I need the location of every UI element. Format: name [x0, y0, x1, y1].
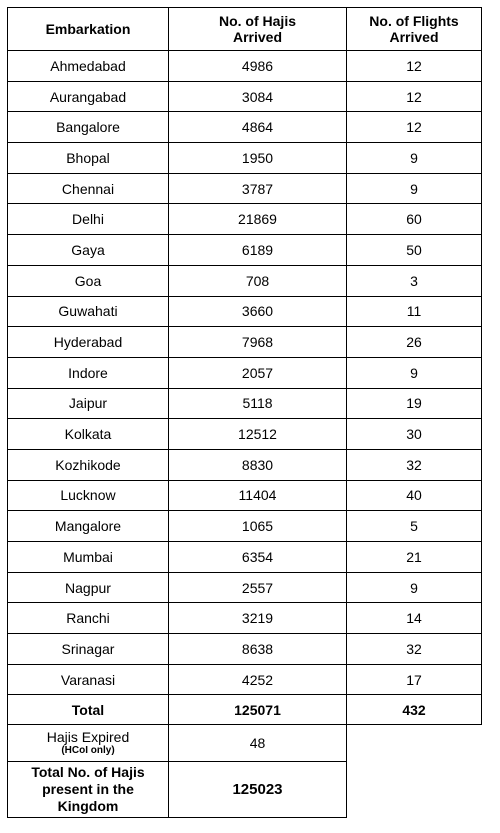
hajis-arrived-cell: 1065	[169, 511, 347, 542]
embarkation-cell: Nagpur	[8, 572, 169, 603]
embarkation-cell: Ahmedabad	[8, 51, 169, 82]
table-row	[8, 265, 482, 296]
embarkation-cell: Guwahati	[8, 296, 169, 327]
flights-arrived-cell: 12	[347, 51, 482, 82]
total-hajis: 125071	[169, 695, 347, 725]
embarkation-cell: Chennai	[8, 173, 169, 204]
embarkation-cell: Aurangabad	[8, 81, 169, 112]
embarkation-cell: Srinagar	[8, 634, 169, 665]
hajis-expired-label: Hajis Expired	[46, 729, 130, 746]
hajis-arrived-cell: 6354	[169, 542, 347, 573]
flights-arrived-cell: 9	[347, 143, 482, 174]
table-row	[8, 327, 482, 358]
flights-arrived-cell: 30	[347, 419, 482, 450]
hajis-arrived-cell: 4864	[169, 112, 347, 143]
total-label: Total	[8, 695, 169, 725]
flights-arrived-cell: 12	[347, 112, 482, 143]
flights-arrived-cell: 17	[347, 664, 482, 695]
table-row	[8, 357, 482, 388]
embarkation-cell: Indore	[8, 357, 169, 388]
table-row	[8, 419, 482, 450]
flights-arrived-cell: 14	[347, 603, 482, 634]
flights-arrived-cell: 50	[347, 235, 482, 266]
empty-cell	[347, 762, 482, 818]
flights-arrived-cell: 19	[347, 388, 482, 419]
flights-arrived-cell: 9	[347, 572, 482, 603]
embarkation-cell: Hyderabad	[8, 327, 169, 358]
flights-arrived-cell: 3	[347, 265, 482, 296]
hajis-arrived-cell: 2557	[169, 572, 347, 603]
flights-arrived-cell: 60	[347, 204, 482, 235]
header-hajis-arrived: No. of Hajis Arrived	[169, 8, 347, 51]
flights-arrived-cell: 32	[347, 449, 482, 480]
embarkation-cell: Jaipur	[8, 388, 169, 419]
hajis-arrived-cell: 4986	[169, 51, 347, 82]
hajis-arrived-cell: 2057	[169, 357, 347, 388]
hajis-expired-note: (HCoI only)	[61, 745, 115, 757]
hajis-expired-row	[8, 725, 482, 762]
hajis-arrived-cell: 12512	[169, 419, 347, 450]
table-row	[8, 634, 482, 665]
table-row	[8, 296, 482, 327]
flights-arrived-cell: 11	[347, 296, 482, 327]
table-row	[8, 81, 482, 112]
table-row	[8, 572, 482, 603]
header-flights-arrived: No. of Flights Arrived	[347, 8, 482, 51]
hajis-arrived-cell: 7968	[169, 327, 347, 358]
header-embarkation: Embarkation	[8, 8, 169, 51]
embarkation-cell: Varanasi	[8, 664, 169, 695]
embarkation-cell: Bhopal	[8, 143, 169, 174]
table-row	[8, 603, 482, 634]
total-row	[8, 695, 482, 725]
flights-arrived-cell: 21	[347, 542, 482, 573]
hajis-arrived-cell: 3787	[169, 173, 347, 204]
hajis-arrived-cell: 8830	[169, 449, 347, 480]
empty-cell	[347, 725, 482, 762]
hajis-arrived-cell: 708	[169, 265, 347, 296]
flights-arrived-cell: 40	[347, 480, 482, 511]
flights-arrived-cell: 12	[347, 81, 482, 112]
hajis-arrived-cell: 3219	[169, 603, 347, 634]
embarkation-cell: Mumbai	[8, 542, 169, 573]
hajis-arrived-cell: 5118	[169, 388, 347, 419]
hajis-arrived-cell: 21869	[169, 204, 347, 235]
flights-arrived-cell: 26	[347, 327, 482, 358]
table-row	[8, 143, 482, 174]
hajis-arrived-cell: 8638	[169, 634, 347, 665]
flights-arrived-cell: 32	[347, 634, 482, 665]
table-header-row	[8, 8, 482, 51]
hajis-arrived-cell: 11404	[169, 480, 347, 511]
hajis-arrived-cell: 3660	[169, 296, 347, 327]
flights-arrived-cell: 9	[347, 173, 482, 204]
hajis-arrival-table	[7, 7, 482, 818]
hajis-present-row	[8, 762, 482, 818]
table-row	[8, 51, 482, 82]
table-row	[8, 449, 482, 480]
table-row	[8, 204, 482, 235]
embarkation-cell: Gaya	[8, 235, 169, 266]
flights-arrived-cell: 5	[347, 511, 482, 542]
flights-arrived-cell: 9	[347, 357, 482, 388]
embarkation-cell: Kozhikode	[8, 449, 169, 480]
hajis-arrived-cell: 3084	[169, 81, 347, 112]
embarkation-cell: Delhi	[8, 204, 169, 235]
table-row	[8, 388, 482, 419]
embarkation-cell: Lucknow	[8, 480, 169, 511]
embarkation-cell: Mangalore	[8, 511, 169, 542]
hajis-arrived-cell: 1950	[169, 143, 347, 174]
hajis-present-label: Total No. of Hajis present in the Kingdom	[8, 762, 169, 818]
embarkation-cell: Bangalore	[8, 112, 169, 143]
hajis-present-value: 125023	[169, 762, 347, 818]
embarkation-cell: Kolkata	[8, 419, 169, 450]
hajis-expired-label-cell	[8, 725, 169, 762]
hajis-arrived-cell: 6189	[169, 235, 347, 266]
hajis-arrival-table-container	[7, 7, 482, 818]
table-row	[8, 511, 482, 542]
table-row	[8, 542, 482, 573]
embarkation-cell: Goa	[8, 265, 169, 296]
table-row	[8, 112, 482, 143]
embarkation-cell: Ranchi	[8, 603, 169, 634]
table-row	[8, 480, 482, 511]
hajis-expired-value: 48	[169, 725, 347, 762]
table-row	[8, 173, 482, 204]
total-flights: 432	[347, 695, 482, 725]
hajis-arrived-cell: 4252	[169, 664, 347, 695]
table-row	[8, 235, 482, 266]
table-row	[8, 664, 482, 695]
